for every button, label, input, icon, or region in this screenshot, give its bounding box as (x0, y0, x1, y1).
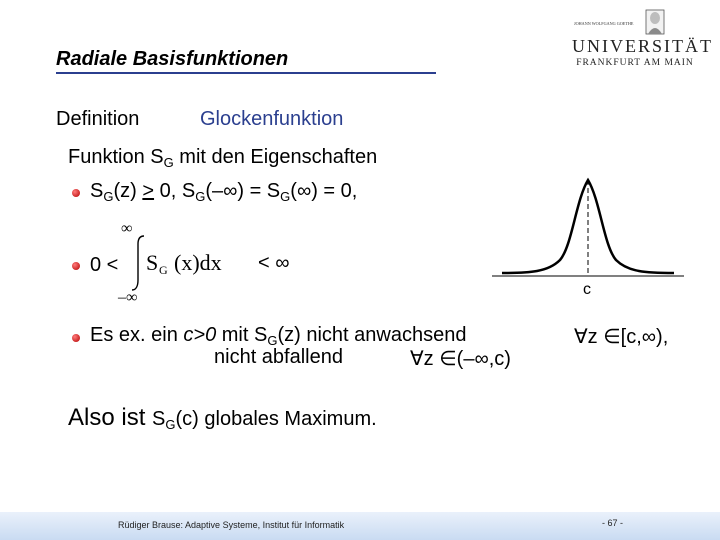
bell-curve (502, 180, 674, 273)
integrand-S: S (146, 250, 159, 275)
logo-city: FRANKFURT AM MAIN (576, 58, 694, 68)
bullet-marker (72, 189, 80, 197)
b1-geq: > (142, 180, 155, 202)
b3-sub: G (267, 333, 278, 348)
bell-curve-figure (488, 160, 688, 300)
b1-sub: G (280, 189, 291, 204)
intro-text-rest: mit den Eigenschaften (173, 146, 378, 168)
bullet3-condition-right: ∀z ∈[c,∞), (574, 326, 669, 348)
b3-c: c>0 (183, 324, 217, 346)
goethe-portrait-icon (572, 8, 698, 36)
b1-part: (–∞) = S (205, 180, 281, 202)
integral-lower-limit: –∞ (118, 289, 138, 306)
peak-label-c: c (583, 281, 591, 298)
bullet3-line2-text: nicht abfallend (214, 346, 343, 368)
b3-part: mit S (216, 324, 268, 346)
bullet-marker (72, 262, 80, 270)
b1-part: (∞) = 0, (290, 180, 358, 202)
page-number: - 67 - (602, 518, 624, 528)
integral-sign-icon (132, 236, 144, 290)
footer-author: Rüdiger Brause: Adaptive Systeme, Institut für Informatik (118, 520, 345, 530)
logo-crest-text: JOHANN WOLFGANG GOETHE (574, 21, 634, 26)
b1-sub: G (103, 189, 114, 204)
bullet3-line1 (90, 324, 466, 348)
title-underline (56, 72, 436, 74)
intro-sub: G (163, 155, 174, 170)
intro-text: Funktion S (68, 146, 164, 168)
b3-part: Es ex. ein (90, 324, 184, 346)
conclusion-line (68, 404, 377, 432)
integral-formula (110, 216, 260, 306)
university-logo (572, 8, 713, 70)
logo-university-name: UNIVERSITÄT (572, 36, 713, 56)
conclusion-S: S (152, 408, 166, 430)
slide-title: Radiale Basisfunktionen (56, 48, 289, 70)
conclusion-sub: G (165, 417, 176, 432)
b1-part: 0, S (154, 180, 196, 202)
intro-line (68, 146, 377, 170)
definition-label: Definition (56, 108, 140, 130)
b3-part: (z) nicht anwachsend (277, 324, 467, 346)
integral-upper-limit: ∞ (121, 220, 133, 237)
bullet3-condition-left: ∀z ∈(–∞,c) (410, 348, 511, 370)
integrand-rest: (x)dx (174, 250, 222, 275)
integrand-sub: G (159, 263, 168, 277)
b1-part: S (90, 180, 104, 202)
bullet-marker (72, 334, 80, 342)
bullet1-text (90, 180, 357, 204)
b1-sub: G (195, 189, 206, 204)
definition-term: Glockenfunktion (200, 108, 344, 130)
b1-part: (z) (113, 180, 143, 202)
bullet2-prefix: 0 < (90, 254, 119, 276)
conclusion-rest: (c) globales Maximum. (175, 408, 377, 430)
conclusion-text: Also ist (68, 404, 153, 431)
bullet2-suffix: < ∞ (258, 252, 290, 274)
